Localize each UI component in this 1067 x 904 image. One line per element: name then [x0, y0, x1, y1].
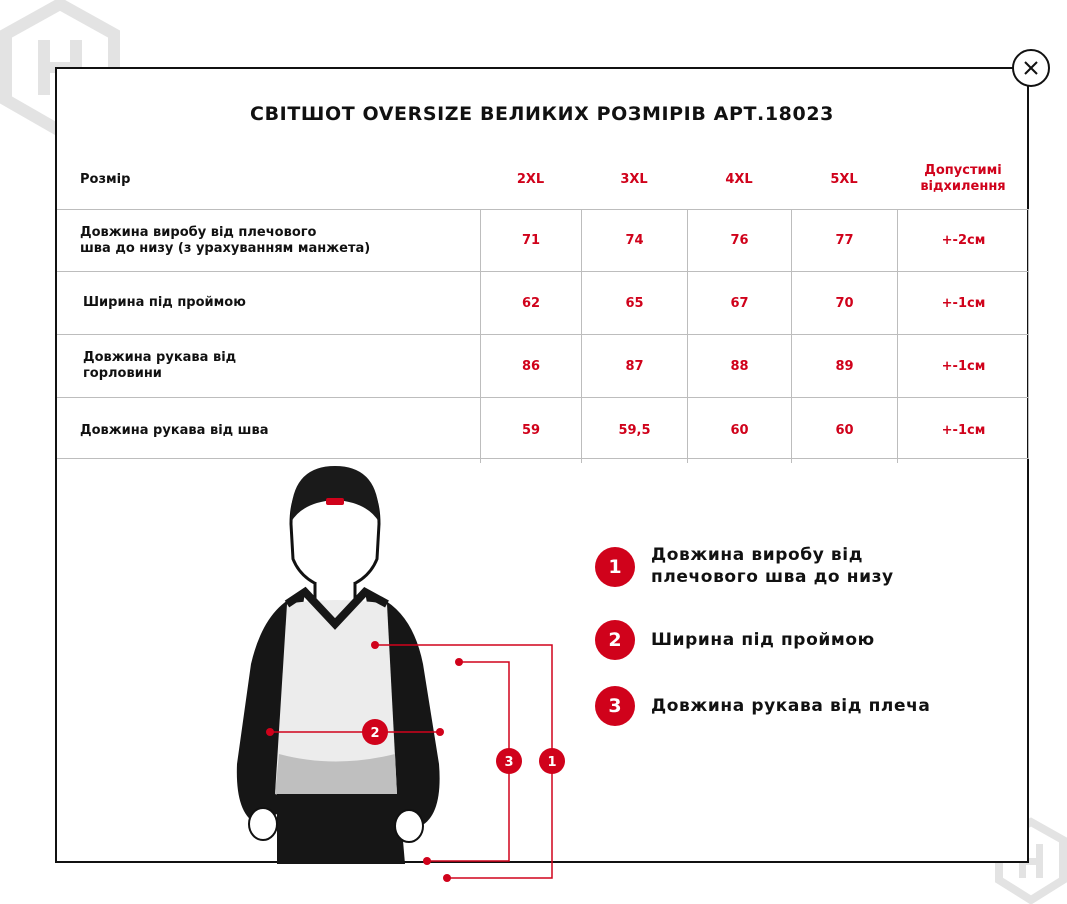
table-cell: 70	[791, 272, 897, 334]
table-cell: 87	[581, 335, 687, 397]
marker-2	[362, 719, 388, 745]
table-cell: 89	[791, 335, 897, 397]
legend-text: Ширина під проймою	[651, 630, 875, 650]
legend-text: Довжина рукава від плеча	[651, 696, 931, 716]
table-row	[57, 334, 1029, 397]
header-size-5xl: 5XL	[830, 171, 858, 187]
legend-item	[595, 547, 894, 588]
table-cell: 60	[687, 398, 791, 463]
marker-3	[496, 748, 522, 774]
legend-number-badge: 1	[595, 547, 635, 587]
table-row	[57, 271, 1029, 334]
table-cell: 74	[581, 210, 687, 271]
legend-item	[595, 620, 875, 660]
table-cell-tolerance: +-1см	[897, 272, 1029, 334]
svg-text:2: 2	[370, 726, 380, 741]
table-cell-tolerance: +-1см	[897, 398, 1029, 463]
marker-1	[539, 748, 565, 774]
table-cell-tolerance: +-2см	[897, 210, 1029, 271]
table-cell: 88	[687, 335, 791, 397]
svg-text:1: 1	[547, 755, 557, 770]
close-button[interactable]	[1012, 49, 1050, 87]
row-label: Довжина рукава від горловини	[83, 350, 237, 381]
size-chart-modal	[55, 67, 1029, 863]
size-table	[57, 149, 1029, 463]
legend-number-badge: 2	[595, 620, 635, 660]
table-cell: 86	[480, 335, 581, 397]
page-title: СВІТШОТ OVERSIZE ВЕЛИКИХ РОЗМІРІВ АРТ.18023	[250, 103, 834, 125]
svg-text:3: 3	[504, 755, 514, 770]
row-label: Ширина під проймою	[83, 295, 246, 310]
legend-item	[595, 686, 930, 726]
header-size-3xl: 3XL	[620, 171, 648, 187]
legend-text: Довжина виробу від плечового шва до низу	[651, 545, 894, 587]
table-cell: 59,5	[581, 398, 687, 463]
legend-number-badge: 3	[595, 686, 635, 726]
table-divider	[57, 458, 1029, 459]
header-size-2xl: 2XL	[516, 171, 545, 187]
header-tolerance: Допустимі відхилення	[920, 163, 1006, 194]
table-cell: 77	[791, 210, 897, 271]
header-size-label: Розмір	[80, 171, 131, 187]
table-row	[57, 397, 1029, 463]
table-header	[57, 149, 1029, 209]
table-cell: 76	[687, 210, 791, 271]
table-cell: 71	[480, 210, 581, 271]
table-divider	[1028, 209, 1029, 459]
measurement-figure	[207, 464, 557, 864]
table-cell: 59	[480, 398, 581, 463]
table-row	[57, 209, 1029, 271]
table-cell-tolerance: +-1см	[897, 335, 1029, 397]
table-cell: 60	[791, 398, 897, 463]
header-size-4xl: 4XL	[725, 171, 753, 187]
table-cell: 62	[480, 272, 581, 334]
row-label: Довжина виробу від плечового шва до низу (з урахуванням манжета)	[80, 224, 371, 256]
table-cell: 67	[687, 272, 791, 334]
row-label: Довжина рукава від шва	[80, 422, 269, 438]
table-cell: 65	[581, 272, 687, 334]
close-icon	[1023, 60, 1039, 76]
